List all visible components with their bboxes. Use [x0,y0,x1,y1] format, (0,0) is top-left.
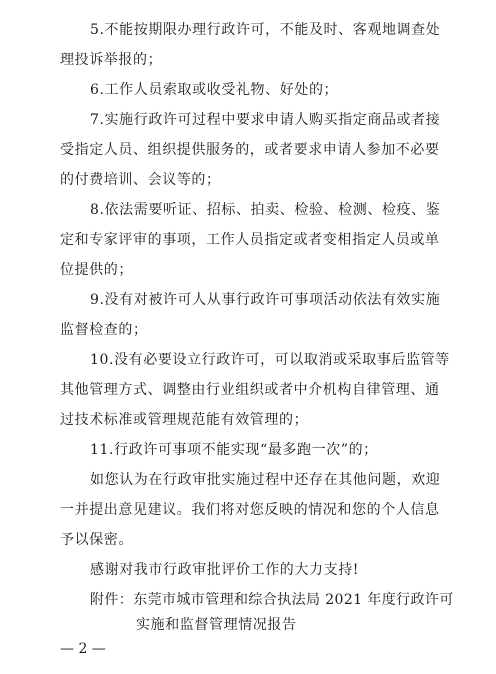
text-line-5: 受指定人员、组织提供服务的，或者要求申请人参加不必要 [60,142,440,158]
text-line-11: 监督检查的； [60,322,148,338]
text-line-19: 感谢对我市行政审批评价工作的大力支持! [90,562,360,578]
text-line-9: 位提供的； [60,262,133,278]
text-line-14: 过技术标准或管理规范能有效管理的； [60,412,309,428]
attachment-line-2: 实施和监督管理情况报告 [136,617,297,633]
text-line-6: 的付费培训、会议等的； [60,172,221,188]
text-line-10: 9.没有对被许可人从事行政许可事项活动依法有效实施 [90,292,441,308]
text-line-4: 7.实施行政许可过程中要求申请人购买指定商品或者接 [90,112,441,128]
text-line-15: 11.行政许可事项不能实现“最多跑一次”的； [90,442,378,458]
text-line-1: 5.不能按期限办理行政许可，不能及时、客观地调查处 [90,22,441,38]
text-line-12: 10.没有必要设立行政许可，可以取消或采取事后监管等 [90,352,450,368]
text-line-3: 6.工作人员索取或收受礼物、好处的； [90,82,339,98]
text-line-16: 如您认为在行政审批实施过程中还存在其他问题，欢迎 [90,472,441,488]
text-line-2: 理投诉举报的； [60,52,163,68]
text-line-7: 8.依法需要听证、招标、拍卖、检验、检测、检疫、鉴 [90,202,441,218]
text-line-17: 一并提出意见建议。我们将对您反映的情况和您的个人信息 [60,502,440,518]
text-line-13: 其他管理方式、调整由行业组织或者中介机构自律管理、通 [60,382,440,398]
text-line-8: 定和专家评审的事项，工作人员指定或者变相指定人员或单 [60,232,440,248]
attachment-line-1: 附件：东莞市城市管理和综合执法局 2021 年度行政许可 [90,592,454,608]
page-number: — 2 — [60,641,106,657]
text-line-18: 予以保密。 [60,532,133,548]
